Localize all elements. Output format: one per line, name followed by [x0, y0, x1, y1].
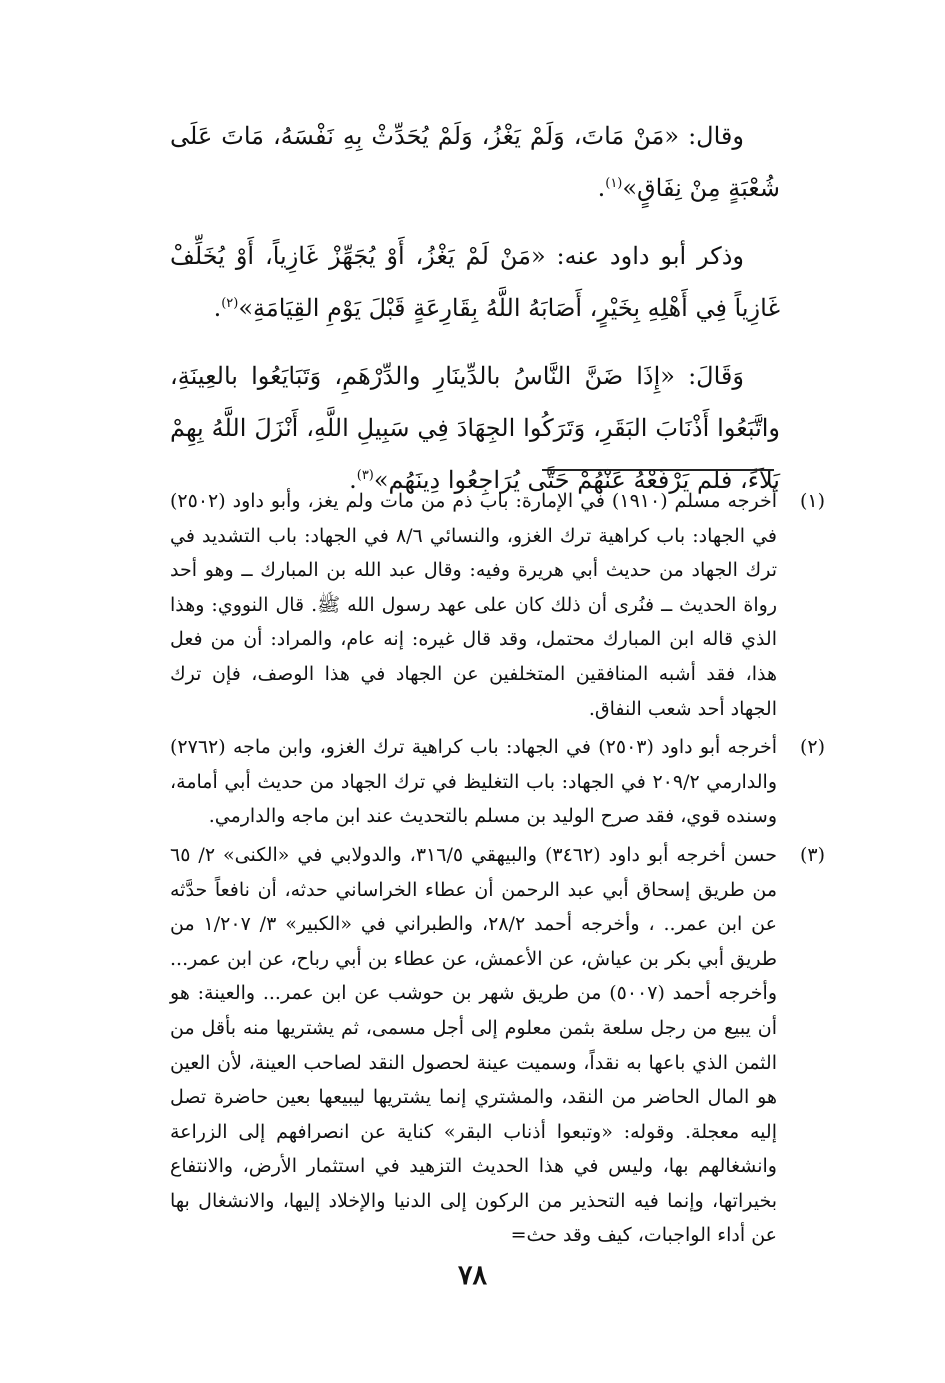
page-number: ٧٨	[457, 1260, 487, 1291]
main-paragraph-1	[170, 110, 780, 214]
footnote-ref[interactable]: (١)	[605, 176, 623, 191]
footnote-text: أخرجه أبو داود (٢٥٠٣) في الجهاد: باب كراهية ترك الغزو، وابن ماجه (٢٧٦٢) والدارمي ٢٠٩/٢ في الجهاد: باب التغليظ في ترك الجهاد من حديث أبي أمامة، وسنده قوي، فقد صرح الوليد بن مسلم بالتحديث عند ابن ماجه والدارمي.	[170, 736, 777, 828]
footnote-3	[170, 838, 825, 1253]
paragraph-end: .	[597, 174, 606, 202]
footnote-ref[interactable]: (٣)	[356, 468, 374, 483]
footnote-divider	[542, 469, 774, 471]
main-paragraph-2	[170, 230, 780, 334]
paragraph-end: .	[213, 294, 222, 322]
paragraph-text: وقال: «مَنْ مَاتَ، وَلَمْ يَغْزُ، وَلَمْ يُحَدِّثْ بِهِ نَفْسَهُ، مَاتَ عَلَى شُعْبَةٍ مِنْ نِفَاقٍ»	[170, 122, 780, 202]
footnote-text: حسن أخرجه أبو داود (٣٤٦٢) والبيهقي ٣١٦/٥، والدولابي في «الكنى» ٢/ ٦٥ من طريق إسحاق أبي عبد الرحمن أن عطاء الخراساني حدثه، أن نافعاً حدَّثه عن ابن عمر.. ، وأخرجه أحمد ٢٨/٢، والطبراني في «الكبير» ٣/ ١/٢٠٧ من طريق أبي بكر بن عياش، عن الأعمش، عن عطاء بن أبي رباح، عن ابن عمر... وأخرجه أحمد (٥٠٠٧) من طريق شهر بن حوشب عن ابن عمر... والعينة: هو أن يبيع من رجل سلعة بثمن معلوم إلى أجل مسمى، ثم يشتريها منه بأقل من الثمن الذي باعها به نقداً، وسميت عينة لحصول النقد لصاحب العينة، لأن العين هو المال الحاضر من النقد، والمشتري إنما يشتريها ليبيعها بعين حاضرة تصل إليه معجلة. وقوله: «وتبعوا أذناب البقر» كناية عن انصرافهم إلى الزراعة وانشغالهم بها، وليس في هذا الحديث التزهيد في استثمار الأرض، والانتفاع بخيراتها، وإنما فيه التحذير من الركون إلى الدنيا والإخلاد إليها، والانشغال بها عن أداء الواجبات، كيف وقد حث=	[170, 843, 777, 1247]
footnote-text: أخرجه مسلم (١٩١٠) في الإمارة: باب ذم من مات ولم يغز، وأبو داود (٢٥٠٢) في الجهاد: باب كراهية ترك الغزو، والنسائي ٨/٦ في الجهاد: باب التشديد في ترك الجهاد من حديث أبي هريرة وفيه: وقال عبد الله بن المبارك ــ وهو أحد رواة الحديث ــ فنُرى أن ذلك كان على عهد رسول الله ﷺ. قال النووي: وهذا الذي قاله ابن المبارك محتمل، وقد قال غيره: إنه عام، والمراد: أن من فعل هذا، فقد أشبه المنافقين المتخلفين عن الجهاد في هذا الوصف، فإن ترك الجهاد أحد شعب النفاق.	[170, 490, 777, 720]
footnote-2	[170, 730, 825, 834]
footnotes	[170, 484, 825, 1257]
footnote-number: (٣)	[799, 843, 825, 866]
footnote-ref[interactable]: (٢)	[221, 296, 239, 311]
main-text	[170, 110, 780, 522]
footnote-number: (٢)	[799, 736, 825, 759]
footnote-number: (١)	[799, 490, 825, 512]
paragraph-text: وَقَالَ: «إِذَا ضَنَّ النَّاسُ بالدِّينَارِ والدِّرْهَمِ، وَتَبَايَعُوا بالعِينَةِ، واتَّبَعُوا أَذْنَابَ البَقَرِ، وَتَرَكُوا الجِهَادَ فِي سَبِيلِ اللَّهِ، أَنْزَلَ اللَّهُ بِهِمْ بَلاَءً، فلم يَرْفَعْهُ عَنْهُمْ حَتَّى يُرَاجِعُوا دِينَهُم»	[170, 362, 780, 494]
paragraph-end: .	[349, 466, 357, 494]
main-paragraph-3	[170, 350, 780, 506]
footnote-1	[170, 484, 825, 726]
paragraph-text: وذكر أبو داود عنه: «مَنْ لَمْ يَغْزُ، أَوْ يُجَهِّزْ غَازِياً، أَوْ يُخَلِّفْ غَازِياً فِي أَهْلِهِ بِخَيْرٍ، أَصَابَهُ اللَّهُ بِقَارِعَةٍ قَبْلَ يَوْمِ القِيَامَةِ»	[170, 242, 780, 322]
